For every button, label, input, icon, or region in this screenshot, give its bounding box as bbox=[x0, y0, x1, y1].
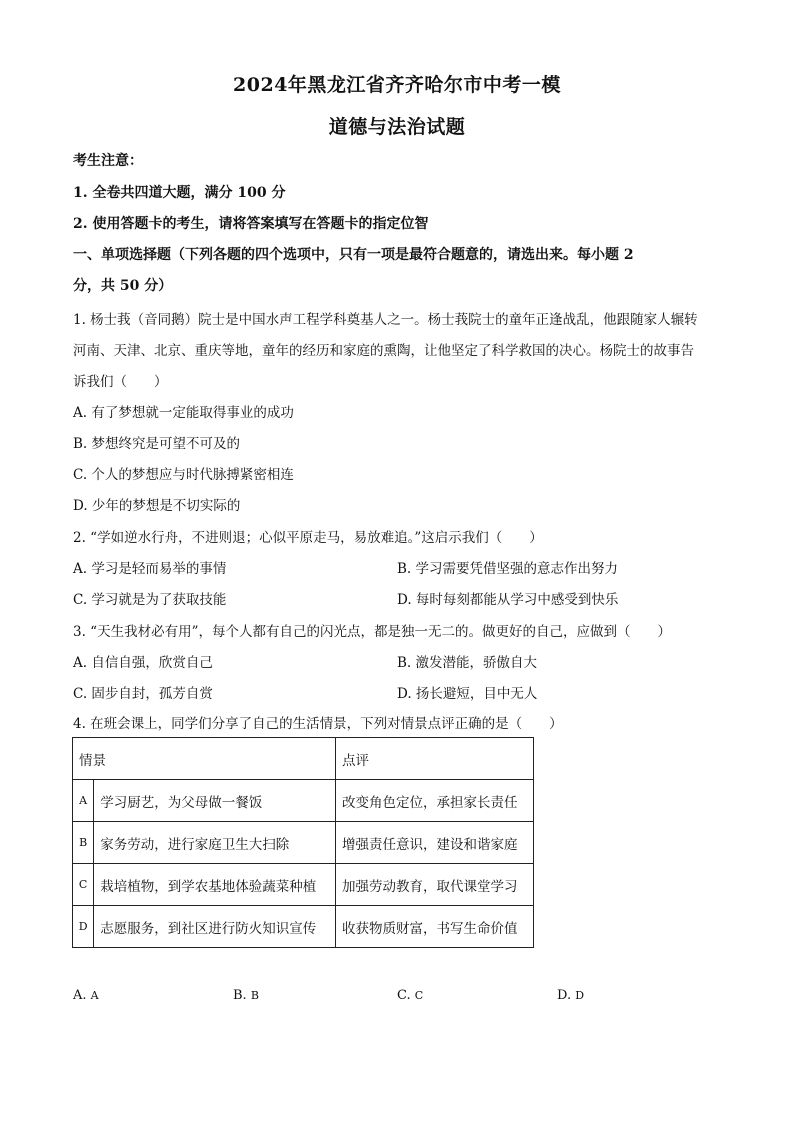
question-3-option-b[interactable]: B. 激发潜能，骄傲自大 bbox=[397, 655, 538, 671]
row-label: A bbox=[73, 780, 94, 822]
question-1-option-c[interactable]: C. 个人的梦想应与时代脉搏紧密相连 bbox=[73, 467, 294, 483]
row-label: D bbox=[73, 906, 94, 948]
question-2-option-c[interactable]: C. 学习就是为了获取技能 bbox=[73, 592, 227, 608]
question-1-option-b[interactable]: B. 梦想终究是可望不可及的 bbox=[73, 436, 241, 452]
option-value: A bbox=[90, 989, 99, 1002]
question-3-option-a[interactable]: A. 自信自强，欣赏自己 bbox=[73, 655, 213, 671]
question-2-option-a[interactable]: A. 学习是轻而易举的事情 bbox=[73, 561, 227, 577]
question-2-option-d[interactable]: D. 每时每刻都能从学习中感受到快乐 bbox=[397, 592, 619, 608]
table-row bbox=[73, 906, 534, 948]
question-3-option-d[interactable]: D. 扬长避短，目中无人 bbox=[397, 686, 538, 702]
notice-heading: 考生注意： bbox=[73, 153, 143, 169]
row-scene: 志愿服务，到社区进行防火知识宣传 bbox=[94, 906, 336, 948]
option-key: C. bbox=[397, 988, 411, 1003]
question-4-option-b[interactable] bbox=[233, 988, 259, 1003]
question-3-stem: 3. “天生我材必有用”，每个人都有自己的闪光点，都是独一无二的。做更好的自己，应做到（ ） bbox=[73, 624, 671, 640]
question-4-option-d[interactable] bbox=[557, 988, 584, 1003]
section-heading-line2: 分，共 50 分） bbox=[73, 278, 173, 294]
row-comment: 增强责任意识，建设和谐家庭 bbox=[336, 822, 534, 864]
question-1-line2: 河南、天津、北京、重庆等地，童年的经历和家庭的熏陶，让他坚定了科学救国的决心。杨院士的故事告 bbox=[73, 343, 694, 359]
question-1-line1: 1. 杨士莪（音同鹅）院士是中国水声工程学科奠基人之一。杨士莪院士的童年正逢战乱，他跟随家人辗转 bbox=[73, 312, 698, 328]
question-4-option-c[interactable] bbox=[397, 988, 423, 1003]
table-row bbox=[73, 822, 534, 864]
table-row bbox=[73, 864, 534, 906]
question-2-stem: 2. “学如逆水行舟，不进则退；心似平原走马，易放难追。”这启示我们（ ） bbox=[73, 530, 543, 546]
option-key: D. bbox=[557, 988, 572, 1003]
option-value: D bbox=[575, 989, 585, 1002]
table-header-scene: 情景 bbox=[73, 738, 336, 780]
section-heading-line1: 一、单项选择题（下列各题的四个选项中，只有一项是最符合题意的，请选出来。每小题 2 bbox=[73, 247, 634, 263]
question-1-option-a[interactable]: A. 有了梦想就一定能取得事业的成功 bbox=[73, 405, 294, 421]
notice-item-1: 1. 全卷共四道大题，满分 100 分 bbox=[73, 185, 286, 201]
option-key: B. bbox=[233, 988, 247, 1003]
row-label: B bbox=[73, 822, 94, 864]
table-row bbox=[73, 780, 534, 822]
scene-table bbox=[72, 737, 534, 948]
question-4-option-a[interactable] bbox=[73, 988, 99, 1003]
question-1-option-d[interactable]: D. 少年的梦想是不切实际的 bbox=[73, 498, 241, 514]
row-scene: 家务劳动，进行家庭卫生大扫除 bbox=[94, 822, 336, 864]
row-scene: 栽培植物，到学农基地体验蔬菜种植 bbox=[94, 864, 336, 906]
option-value: B bbox=[250, 989, 259, 1002]
question-4-stem: 4. 在班会课上，同学们分享了自己的生活情景，下列对情景点评正确的是（ ） bbox=[73, 716, 563, 732]
row-label: C bbox=[73, 864, 94, 906]
row-comment: 加强劳动教育，取代课堂学习 bbox=[336, 864, 534, 906]
question-3-option-c[interactable]: C. 固步自封，孤芳自赏 bbox=[73, 686, 213, 702]
row-scene: 学习厨艺，为父母做一餐饭 bbox=[94, 780, 336, 822]
row-comment: 收获物质财富，书写生命价值 bbox=[336, 906, 534, 948]
question-2-option-b[interactable]: B. 学习需要凭借坚强的意志作出努力 bbox=[397, 561, 619, 577]
table-header-comment: 点评 bbox=[336, 738, 534, 780]
notice-item-2: 2. 使用答题卡的考生，请将答案填写在答题卡的指定位智 bbox=[73, 216, 429, 232]
table-header-row bbox=[73, 738, 534, 780]
option-value: C bbox=[414, 989, 424, 1002]
option-key: A. bbox=[73, 988, 87, 1003]
row-comment: 改变角色定位，承担家长责任 bbox=[336, 780, 534, 822]
exam-title: 2024年黑龙江省齐齐哈尔市中考一模 bbox=[233, 74, 561, 96]
question-1-line3: 诉我们（ ） bbox=[73, 374, 168, 390]
exam-subtitle: 道德与法治试题 bbox=[328, 116, 466, 138]
